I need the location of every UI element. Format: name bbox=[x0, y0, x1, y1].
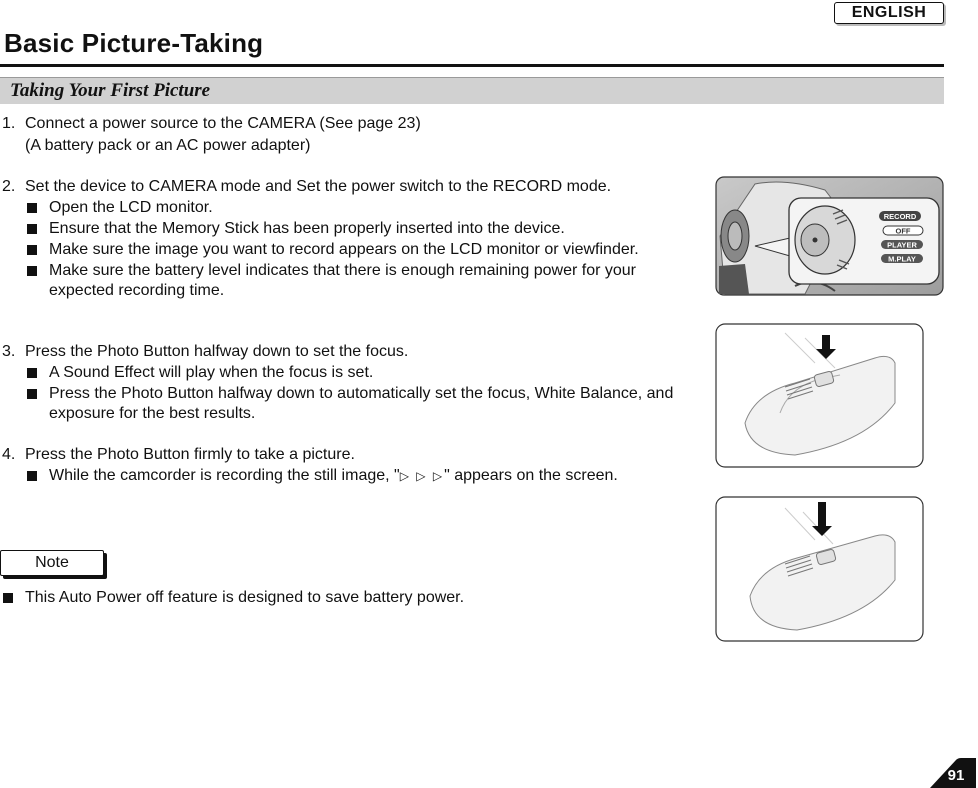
section-title: Taking Your First Picture bbox=[10, 80, 211, 101]
section-header-bar bbox=[0, 77, 944, 104]
square-bullet-icon bbox=[27, 368, 37, 378]
page-number-tab bbox=[930, 758, 976, 788]
square-bullet-icon bbox=[27, 266, 37, 276]
step-4 bbox=[0, 445, 680, 487]
square-bullet-icon bbox=[27, 245, 37, 255]
step-number: 4. bbox=[2, 446, 16, 463]
step-2 bbox=[0, 177, 680, 302]
bullet-item: Open the LCD monitor. bbox=[0, 198, 680, 218]
square-bullet-icon bbox=[27, 203, 37, 213]
photo-button-half-press-illustration bbox=[715, 323, 924, 468]
bullet-item: Ensure that the Memory Stick has been properly inserted into the device. bbox=[0, 219, 680, 239]
photo-button-full-press-illustration bbox=[715, 496, 924, 642]
dial-option-mplay: M.PLAY bbox=[888, 254, 916, 264]
dial-option-record: RECORD bbox=[883, 212, 917, 221]
step-text: Connect a power source to the CAMERA (See page 23) bbox=[25, 115, 421, 132]
bullet-item: A Sound Effect will play when the focus is set. bbox=[0, 363, 680, 383]
step-number: 3. bbox=[2, 343, 16, 360]
square-bullet-icon bbox=[27, 389, 37, 399]
step-text: Set the device to CAMERA mode and Set the power switch to the RECORD mode. bbox=[25, 178, 612, 195]
title-divider bbox=[0, 64, 944, 67]
camcorder-mode-dial-illustration bbox=[715, 176, 944, 296]
page-number: 91 bbox=[947, 767, 965, 784]
page-title: Basic Picture-Taking bbox=[4, 28, 264, 58]
note-text: This Auto Power off feature is designed to save battery power. bbox=[0, 588, 680, 608]
step-number: 2. bbox=[2, 178, 16, 195]
step-text: Press the Photo Button halfway down to set the focus. bbox=[25, 343, 409, 360]
step-subtext: (A battery pack or an AC power adapter) bbox=[25, 137, 311, 154]
bullet-item: Make sure the battery level indicates that there is enough remaining power for your expected recording time. bbox=[0, 261, 669, 301]
step-1 bbox=[0, 114, 680, 156]
square-bullet-icon bbox=[3, 593, 13, 603]
bullet-item: Make sure the image you want to record appears on the LCD monitor or viewfinder. bbox=[0, 240, 680, 260]
bullet-item: Press the Photo Button halfway down to automatically set the focus, White Balance, and exposure for the best results. bbox=[0, 384, 679, 424]
language-badge: ENGLISH bbox=[834, 2, 944, 24]
square-bullet-icon bbox=[27, 471, 37, 481]
square-bullet-icon bbox=[27, 224, 37, 234]
step-number: 1. bbox=[2, 115, 16, 132]
step-3 bbox=[0, 342, 680, 425]
dial-option-player: PLAYER bbox=[887, 240, 917, 250]
recording-triangles-icon: ▷ ▷ ▷ bbox=[399, 469, 445, 483]
note-label: Note bbox=[0, 550, 104, 576]
step-text: Press the Photo Button firmly to take a picture. bbox=[25, 446, 355, 463]
bullet-item: While the camcorder is recording the still image, "▷ ▷ ▷" appears on the screen. bbox=[0, 466, 680, 486]
dial-option-off: OFF bbox=[895, 226, 911, 236]
